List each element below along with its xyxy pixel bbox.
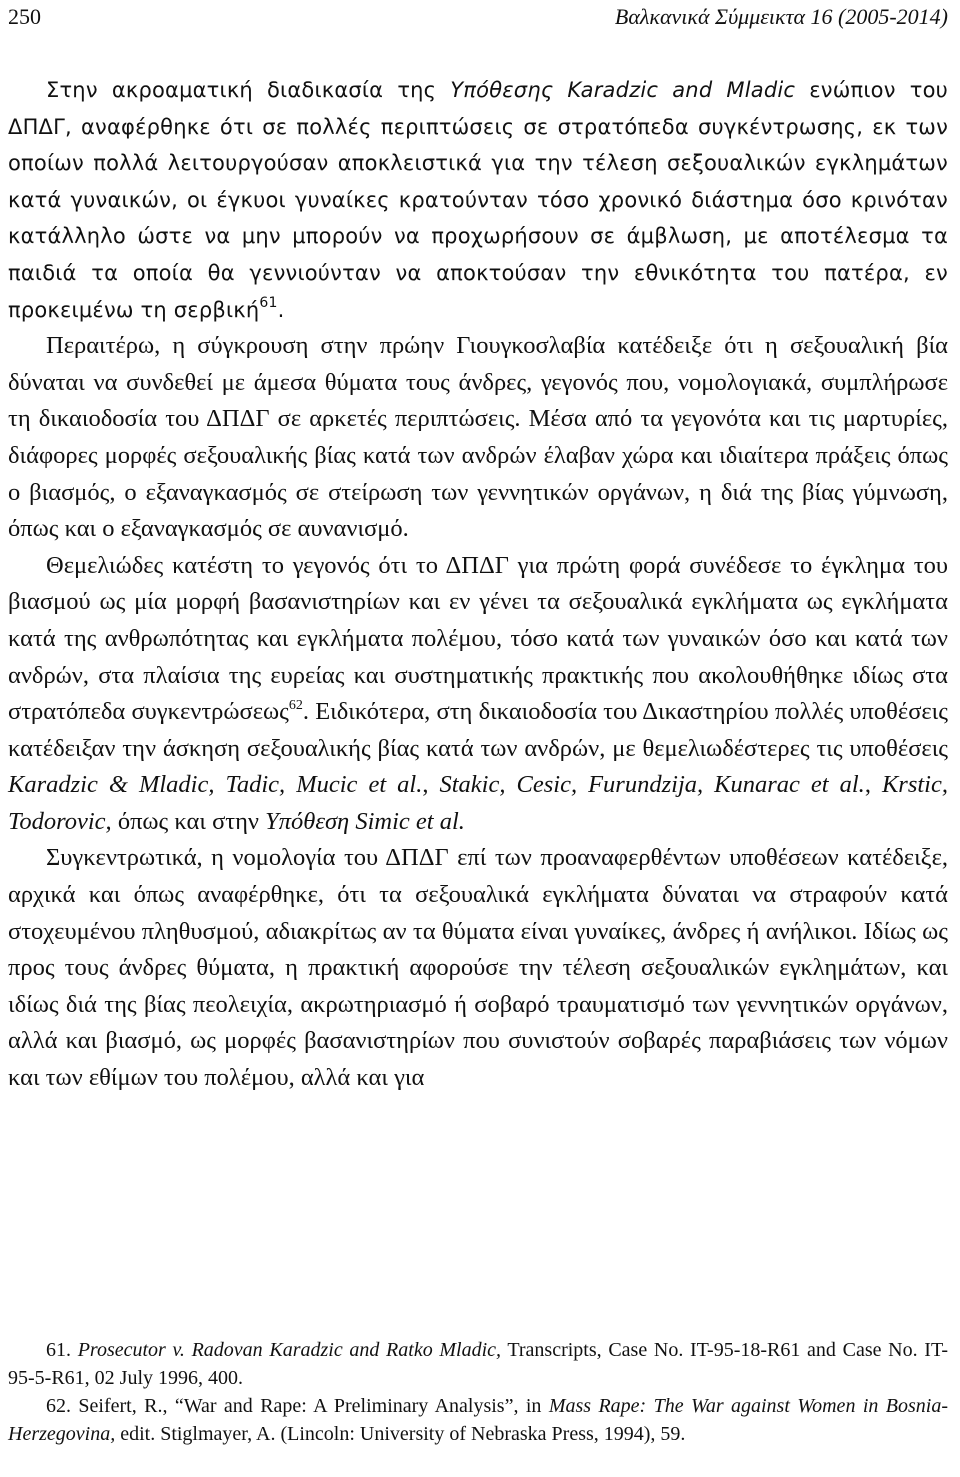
running-title: Βαλκανικά Σύμμεικτα 16 (2005-2014)	[614, 4, 948, 29]
p3-cases-1: Karadzic & Mladic, Tadic, Mucic et al.	[8, 771, 423, 799]
p1-case-title: Υπόθεσης Karadzic and Mladic	[450, 78, 796, 102]
p3-case-simic: Υπόθεση Simic et al.	[265, 807, 465, 835]
fn61-details: Transcripts, Case No. IT-95-18-R61 and Case No. IT-95-5-R61, 02 July 1996, 400.	[8, 1339, 948, 1389]
p3-sep-1: ,	[422, 771, 440, 799]
p3-cases-3: Krstic, Todorovic,	[8, 771, 948, 835]
paragraph-1	[8, 72, 948, 328]
footnote-ref-61[interactable]: 61	[259, 294, 278, 311]
p1-text-d: .	[277, 297, 285, 322]
footnote-ref-62[interactable]: 62	[288, 698, 303, 714]
p3-text-a: Θεμελιώδες κατέστη το γεγονός ότι το ΔΠΔΓ για πρώτη φορά συνέδεσε το έγκλημα του βιασμού ως μία μορφή βασανιστηρίων και εν γένει τα σεξουαλικά εγκλήματα ως εγκλήματα κατά της ανθρωπότητας και εγκλήματα πολέμου, τόσο κατά των γυναικών όσο και κατά των ανδρών, στα πλαίσια της ευρείας και συστηματικής πρακτικής που ακολουθήθηκε ιδίως στα στρατόπεδα συγκεντρώσεως	[8, 551, 948, 726]
fn62-author: 62. Seifert, R., “War and Rape: A Preliminary Analysis”, in	[46, 1395, 549, 1417]
p3-text-h: όπως και στην	[111, 807, 266, 835]
page-header	[8, 4, 948, 34]
fn61-number: 61.	[46, 1339, 78, 1361]
paragraph-4: Συγκεντρωτικά, η νομολογία του ΔΠΔΓ επί των προαναφερθέντων υποθέσεων κατέδειξε, αρχικά και όπως αναφέρθηκε, ότι τα σεξουαλικά εγκλήματα δύναται να στραφούν κατά στοχευμένου πληθυσμού, αδιακρίτως αν τα θύματα είναι γυναίκες, άνδρες ή ανήλικοι. Ιδίως ως προς τους άνδρες θύματα, η πρακτική αφορούσε την τέλεση σεξουαλικών εγκλημάτων, και ιδίως διά της βίας πεολειχία, ακρωτηριασμό ή σοβαρό τραυματισμό των γεννητικών οργάνων, αλλά και βιασμό, ως μορφές βασανιστηρίων που συνιστούν σοβαρές παραβιάσεις των νόμων και των εθίμων του πολέμου, αλλά και για	[8, 844, 948, 1092]
paragraph-2: Περαιτέρω, η σύγκρουση στην πρώην Γιουγκοσλαβία κατέδειξε ότι η σεξουαλική βία δύναται να συνδεθεί με άμεσα θύματα τους άνδρες, γεγονός που, νομολογιακά, συμπλήρωσε τη δικαιοδοσία του ΔΠΔΓ σε αρκετές περιπτώσεις. Μέσα από τα γεγονότα και τις μαρτυρίες, διάφορες μορφές σεξουαλικής βίας κατά των ανδρών έλαβαν χώρα και ιδιαίτερα πράξεις όπως ο βιασμός, ο εξαναγκασμός σε στείρωση των γεννητικών οργάνων, η διά της βίας γύμνωση, όπως και ο εξαναγκασμός σε αυνανισμό.	[8, 332, 948, 543]
footnote-62	[8, 1392, 948, 1448]
p1-text-c: ενώπιον του ΔΠΔΓ, αναφέρθηκε ότι σε πολλές περιπτώσεις σε στρατόπεδα συγκέντρωσης, εκ των οποίων πολλά λειτουργούσαν αποκλειστικά για την τέλεση σεξουαλικών εγκλημάτων κατά γυναικών, οι έγκυοι γυναίκες κρατούνταν τόσο χρονικό διάστημα όσο κρινόταν κατάλληλο ώστε να μην μπορούν να προχωρήσουν σε άμβλωση, με αποτέλεσμα τα παιδιά τα οποία θα γεννιούνταν να αποκτούσαν την εθνικότητα του πατέρα, εν προκειμένω τη σερβική	[8, 78, 948, 322]
footnote-61	[8, 1336, 948, 1392]
fn62-title: Mass Rape: The War against Women in Bosnia-Herzegovina,	[8, 1395, 949, 1445]
page-number: 250	[8, 4, 41, 29]
fn62-details: edit. Stiglmayer, A. (Lincoln: University of Nebraska Press, 1994), 59.	[115, 1423, 686, 1445]
p3-sep-2: ,	[864, 771, 882, 799]
p1-text-a: Στην ακροαματική διαδικασία της	[46, 78, 451, 102]
fn61-title: Prosecutor v. Radovan Karadzic and Ratko Mladic,	[77, 1339, 502, 1361]
paragraph-3	[8, 548, 948, 841]
p3-text-b: . Ειδικότερα, στη δικαιοδοσία του Δικαστηρίου πολλές υποθέσεις κατέδειξαν την άσκηση σεξουαλικής βίας κατά των ανδρών, με θεμελιωδέστερες τις υποθέσεις	[8, 698, 948, 762]
footnotes	[8, 1336, 948, 1448]
body-text	[8, 72, 948, 1097]
p3-cases-2: Stakic, Cesic, Furundzija, Kunarac et al.	[439, 771, 865, 799]
